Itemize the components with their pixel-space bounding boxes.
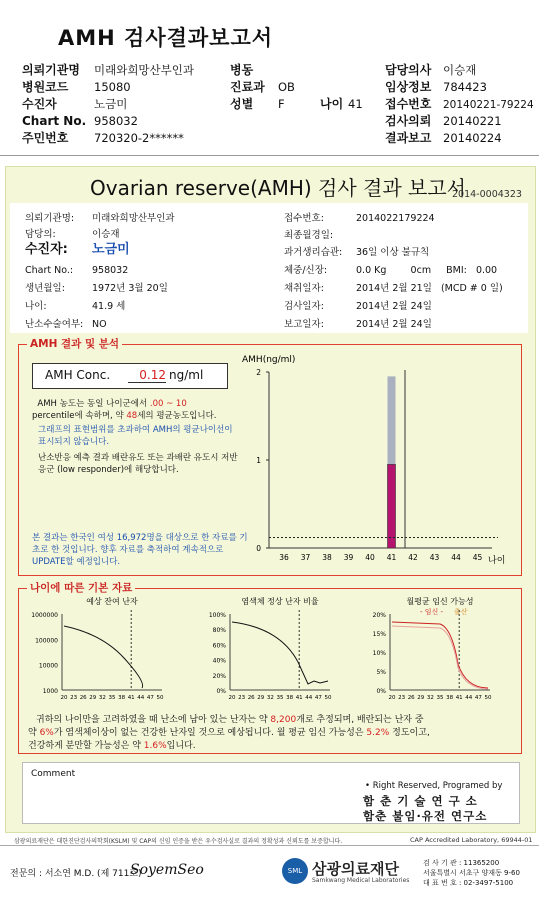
company-logo-icon: SML <box>282 858 308 884</box>
header-value: 958032 <box>94 114 138 128</box>
info-value: 2014년 2월 24일 <box>356 301 432 312</box>
mini-x-tick-label: 41 <box>127 695 135 701</box>
pregnancy-curve <box>392 622 488 688</box>
summary-text: 건강하게 분만할 가능성은 약 <box>28 741 141 751</box>
header-label: 의뢰기관명 <box>22 63 80 77</box>
mini-x-tick-label: 26 <box>407 695 415 701</box>
mini-x-tick-label: 20 <box>228 695 236 701</box>
mini-x-tick-label: 41 <box>455 695 463 701</box>
mini-y-tick-label: 20% <box>212 672 226 680</box>
x-tick-label: 44 <box>451 553 461 562</box>
company-phone: 대 표 번 호 : 02-3497-5100 <box>423 879 514 887</box>
mini-chart-title: 예상 잔여 난자 <box>86 597 138 606</box>
info-label: 난소수술여부: <box>25 319 84 330</box>
header-value: 20140221-79224 <box>443 99 534 111</box>
info-label: 보고일자: <box>284 319 324 330</box>
amh-chart <box>236 350 518 572</box>
y-tick-label: 0 <box>256 544 261 553</box>
info-value: 958032 <box>92 265 129 276</box>
mini-y-tick-label: 60% <box>212 642 226 650</box>
pregnancy-rate: 5.2% <box>366 728 390 738</box>
mini-chart-title: 염색체 정상 난자 비율 <box>241 597 319 606</box>
mini-y-tick-label: 40% <box>212 657 226 665</box>
cap-text: CAP Accredited Laboratory, 69944-01 <box>410 836 533 844</box>
mini-x-tick-label: 44 <box>137 695 145 701</box>
header-value: 784423 <box>443 80 487 94</box>
report-title: Ovarian reserve(AMH) 검사 결과 보고서 <box>90 176 466 200</box>
mini-x-tick-label: 50 <box>156 695 164 701</box>
x-tick-label: 37 <box>300 553 311 562</box>
delivery-curve <box>392 626 488 689</box>
header-label: 주민번호 <box>22 131 69 145</box>
y-tick-label: 1 <box>256 456 261 465</box>
data-source-note: 본 결과는 한국인 여성 16,972명을 대상으로 한 자료를 기초로 한 것입니다. 향후 자료를 축적하여 계속적으로 UPDATE할 예정입니다. <box>32 533 248 567</box>
x-tick-label: 43 <box>429 553 440 562</box>
info-value: 2014년 2월 21일 (MCD # 0 일) <box>356 283 503 294</box>
mini-x-tick-label: 41 <box>295 695 303 701</box>
page-title: AMH 검사결과보고서 <box>58 26 274 50</box>
info-value: 0.0 Kg 0cm BMI: 0.00 <box>356 265 498 276</box>
org-name-2: 함춘 불임·유전 연구소 <box>363 809 488 823</box>
x-tick-label: 36 <box>279 553 289 562</box>
org-name: 함 춘 기 술 연 구 소 <box>363 794 478 808</box>
mini-x-tick-label: 29 <box>89 695 97 701</box>
info-label: 과거생리습관: <box>284 247 343 258</box>
mini-x-tick-label: 50 <box>484 695 492 701</box>
info-label: 검사일자: <box>284 301 324 312</box>
info-value: 2014022179224 <box>356 213 435 224</box>
report-right-info <box>284 206 503 330</box>
legend-delivery: 출산 <box>454 608 468 616</box>
mini-x-tick-label: 47 <box>314 695 322 701</box>
mini-y-tick-label: 100000 <box>35 637 58 645</box>
mini-chart-title: 월평균 임신 가능성 <box>406 597 474 606</box>
chart-ylabel: AMH(ng/ml) <box>242 355 296 365</box>
comment-box <box>22 762 520 824</box>
comment-label: Comment <box>31 769 76 779</box>
amh-conc-unit: ng/ml <box>169 368 204 382</box>
header-value: 이승재 <box>443 63 477 77</box>
summary-text: 약 <box>28 728 37 738</box>
info-value: 2014년 2월 24일 <box>356 319 432 330</box>
mini-y-tick-label: 20% <box>372 612 386 619</box>
x-tick-label: 41 <box>386 553 397 562</box>
mini-x-tick-label: 20 <box>60 695 68 701</box>
mini-y-tick-label: 1000 <box>42 688 58 695</box>
header-label: 임상정보 <box>385 80 432 94</box>
info-value: NO <box>92 319 107 330</box>
report-number: 2014-0004323 <box>452 189 522 200</box>
mini-y-tick-label: 80% <box>212 627 226 635</box>
report-left-info <box>25 206 175 330</box>
info-value: 미래와희망산부인과 <box>92 213 175 224</box>
header-label: Chart No. <box>22 114 87 128</box>
info-value: 36일 이상 불규칙 <box>356 247 430 258</box>
mini-x-tick-label: 26 <box>247 695 255 701</box>
mini-x-tick-label: 35 <box>108 695 116 701</box>
age-value: 41 <box>348 97 363 111</box>
company-contact <box>423 858 520 888</box>
percentile-range: .00 ~ 10 <box>149 399 187 409</box>
x-tick-label: 40 <box>365 553 375 562</box>
mini-y-tick-label: 1000000 <box>31 612 58 619</box>
header-label: 수진자 <box>22 97 57 111</box>
info-label: 채취일자: <box>284 283 324 294</box>
summary-text: 입니다. <box>166 741 196 751</box>
mini-x-tick-label: 44 <box>305 695 313 701</box>
amh-section-title: AMH 결과 및 분석 <box>27 336 122 351</box>
age-label: 나이 <box>320 97 344 111</box>
header-right <box>385 59 534 144</box>
company-name-en: Samkwang Medical Laboratories <box>312 877 410 884</box>
doctor-name: 전문의 : 서소연 M.D. (제 711호) <box>10 869 142 879</box>
amh-conc-box <box>32 363 228 389</box>
mini-x-tick-label: 23 <box>70 695 78 701</box>
y-tick-label: 2 <box>256 368 261 377</box>
mini-x-tick-label: 23 <box>238 695 246 701</box>
info-value: 1972년 3월 20일 <box>92 283 168 294</box>
summary-text: 가 염색체이상이 없는 건강한 난자일 것으로 예상됩니다. 월 평균 임신 가능성은 <box>53 728 364 738</box>
license-number: 검 사 기 관 : 11365200 <box>423 859 500 867</box>
normal-ratio: 6% <box>39 728 54 738</box>
analysis-text: percentile에 속하며, 약 <box>32 411 124 421</box>
mini-x-tick-label: 29 <box>417 695 425 701</box>
basic-summary <box>28 714 520 753</box>
x-tick-label: 39 <box>343 553 354 562</box>
analysis-note: 그래프의 표현범위를 초과하여 AMH의 평균나이선이 표시되지 않습니다. <box>38 425 233 447</box>
doctor-signature: SoyemSeo <box>130 862 204 878</box>
summary-text: 개로 추정되며, 배란되는 난자 중 <box>296 715 424 725</box>
mini-y-tick-label: 100% <box>208 612 226 619</box>
mini-y-tick-label: 0% <box>216 688 226 695</box>
mini-x-tick-label: 44 <box>465 695 473 701</box>
header-label: 병동 <box>230 63 254 77</box>
divider <box>0 155 539 156</box>
mini-x-tick-label: 32 <box>266 695 274 701</box>
normal-ratio-curve <box>232 622 328 684</box>
mini-x-tick-label: 32 <box>98 695 106 701</box>
header-value: 미래와희망산부인과 <box>94 63 194 77</box>
basic-section-title: 나이에 따른 기본 자료 <box>27 580 135 595</box>
mini-x-tick-label: 29 <box>257 695 265 701</box>
header-label: 담당의사 <box>385 63 432 77</box>
mini-x-tick-label: 50 <box>324 695 332 701</box>
range-bar <box>388 376 396 464</box>
mini-y-tick-label: 5% <box>376 669 386 676</box>
x-tick-label: 38 <box>322 553 332 562</box>
header-value: 노금미 <box>94 97 128 111</box>
company-address: 서울특별시 서초구 양재동 9-60 <box>423 869 520 877</box>
header-left <box>22 59 194 144</box>
info-label: 담당의: <box>25 229 56 240</box>
header-mid <box>230 59 363 110</box>
info-label: 생년월일: <box>25 283 65 294</box>
header-label: 접수번호 <box>385 97 432 111</box>
info-label: 최종월경일: <box>284 230 334 241</box>
value-bar <box>388 464 396 548</box>
mini-x-tick-label: 20 <box>388 695 396 701</box>
footer-note: 삼광의료재단은 대한진단검사의학회(KSLM) 및 CAP의 신임 인증을 받은 우수검사실로 결과의 정확성과 신뢰도를 보증합니다. <box>14 838 343 845</box>
responder-note: 난소반응 예측 결과 배란유도 또는 과배란 유도시 저반응군 (low responder)에 해당합니다. <box>38 453 238 475</box>
header-value: 20140224 <box>443 131 502 145</box>
analysis-text: AMH 농도는 동일 나이군에서 <box>37 399 148 409</box>
info-label: 체중/신장: <box>284 265 328 276</box>
header-value: 15080 <box>94 80 131 94</box>
amh-conc-label: AMH Conc. <box>45 368 111 382</box>
delivery-rate: 1.6% <box>143 741 167 751</box>
info-label: 의뢰기관명: <box>25 213 75 224</box>
legend-pregnancy: - 임신 - <box>420 608 444 616</box>
mini-x-tick-label: 26 <box>79 695 87 701</box>
age-equivalent: 48 <box>126 411 138 421</box>
footer-divider <box>0 845 539 846</box>
mini-x-tick-label: 47 <box>474 695 482 701</box>
header-label: 성별 <box>230 97 254 111</box>
mini-y-tick-label: 15% <box>372 631 386 638</box>
x-tick-label: 42 <box>408 553 418 562</box>
remaining-eggs: 8,200 <box>270 715 297 725</box>
header-label: 병원코드 <box>22 80 69 94</box>
header-label: 진료과 <box>230 80 265 94</box>
patient-name: 노금미 <box>92 242 130 257</box>
summary-text: 정도이고, <box>392 728 430 738</box>
mini-y-tick-label: 0% <box>376 688 386 695</box>
mini-x-tick-label: 35 <box>436 695 444 701</box>
basic-charts <box>22 594 518 706</box>
patient-label: 수진자: <box>25 242 68 257</box>
mini-x-tick-label: 35 <box>276 695 284 701</box>
header-value: OB <box>278 80 295 94</box>
mini-x-tick-label: 38 <box>286 695 294 701</box>
info-label: 나이: <box>25 301 47 312</box>
header-label: 결과보고 <box>385 131 432 145</box>
mini-x-tick-label: 38 <box>118 695 126 701</box>
info-value: 41.9 세 <box>92 301 126 312</box>
header-value: 720320-2****** <box>94 131 184 145</box>
mini-y-tick-label: 10% <box>372 650 386 657</box>
amh-conc-value: 0.12 <box>128 368 166 383</box>
mini-x-tick-label: 32 <box>426 695 434 701</box>
info-label: Chart No.: <box>25 265 74 276</box>
amh-analysis-text <box>32 398 242 476</box>
summary-text: 귀하의 나이만을 고려하였을 때 난소에 남아 있는 난자는 약 <box>36 715 268 725</box>
company-name: 삼광의료재단 <box>312 860 399 878</box>
mini-x-tick-label: 38 <box>446 695 454 701</box>
info-value: 이승재 <box>92 229 120 240</box>
chart-xlabel: 나이 <box>488 556 506 566</box>
x-tick-label: 45 <box>472 553 483 562</box>
header-value: F <box>278 97 285 111</box>
mini-x-tick-label: 47 <box>146 695 154 701</box>
header-label: 검사의뢰 <box>385 114 432 128</box>
header-value: 20140221 <box>443 114 502 128</box>
mini-x-tick-label: 23 <box>398 695 406 701</box>
rights-text: • Right Reserved, Programed by <box>365 781 503 791</box>
info-label: 접수번호: <box>284 213 324 224</box>
mini-y-tick-label: 10000 <box>38 662 58 670</box>
analysis-text: 세의 평균농도입니다. <box>137 411 217 421</box>
